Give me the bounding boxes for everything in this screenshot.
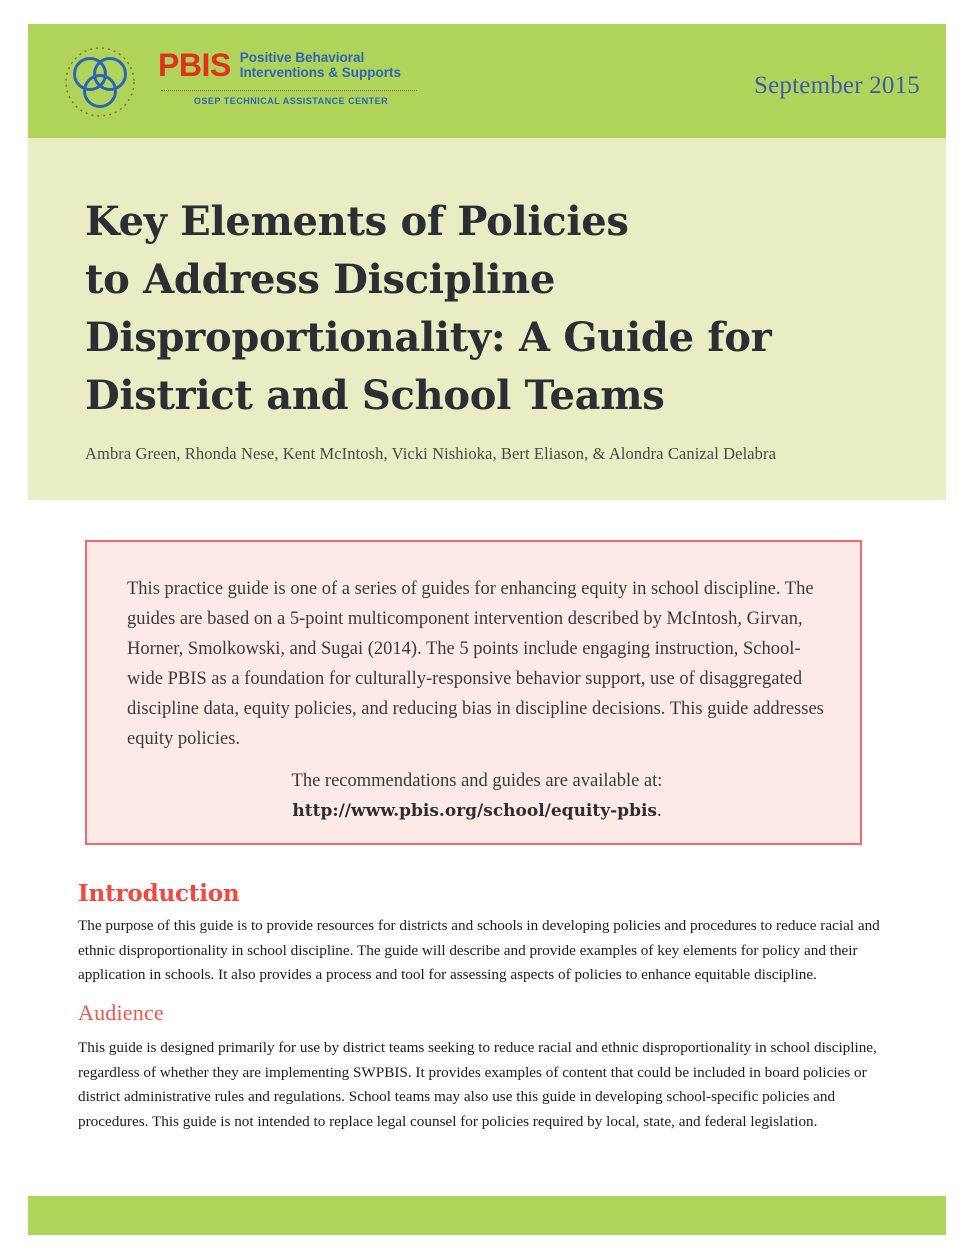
pbis-wordmark [158, 48, 418, 81]
pbis-tagline [240, 48, 401, 80]
title-line-2: to Address Discipline [85, 256, 556, 303]
callout-url-line [127, 796, 827, 826]
pbis-tagline-line2: Interventions & Supports [239, 65, 401, 80]
pbis-equity-url-link[interactable]: http://www.pbis.org/school/equity-pbis [292, 801, 657, 821]
publication-date: September 2015 [754, 72, 920, 99]
author-list: Ambra Green, Rhonda Nese, Kent McIntosh, Vicki Nishioka, Bert Eliason, & Alondra Canizal Delabra [85, 444, 777, 463]
introduction-paragraph: The purpose of this guide is to provide resources for districts and schools in developing policies and procedures to reduce racial and ethnic disproportionality in school discipline. The guide will describe and provide examples of key elements for policy and their application in schools. It also provides a process and tool for assessing aspects of policies to enhance equitable discipline. [78, 917, 880, 983]
title-block [28, 138, 946, 500]
callout-paragraph: This practice guide is one of a series of guides for enhancing equity in school discipline. The guides are based on a 5-point multicomponent intervention described by McIntosh, Girvan, Horner, Smolkowski, and Sugai (2014). The 5 points include engaging instruction, School-wide PBIS as a foundation for culturally-responsive behavior support, use of disaggregated discipline data, equity policies, and reducing bias in discipline decisions. This guide addresses equity policies. [127, 579, 824, 749]
page-footer [28, 1196, 946, 1235]
practice-guide-callout [85, 540, 862, 845]
audience-section [78, 1000, 890, 1134]
pbis-logo [56, 36, 416, 128]
title-line-1: Key Elements of Policies [85, 198, 629, 245]
introduction-section [78, 880, 890, 988]
pbis-acronym: PBIS [158, 47, 231, 83]
logo-divider [161, 90, 417, 91]
callout-url-period: . [656, 801, 662, 821]
title-line-3: Disproportionality: A Guide for [85, 314, 772, 361]
audience-paragraph: This guide is designed primarily for use by district teams seeking to reduce racial and ethnic disproportionality in school discipline, regardless of whether they are implementing SWPBIS. It provides examples of content that could be included in board policies or district administrative rules and regulations. School teams may also use this guide in developing school-specific policies and procedures. This guide is not intended to replace legal counsel for policies required by local, state, and federal legislation. [78, 1039, 877, 1130]
page-title [85, 193, 885, 425]
callout-availability-label: The recommendations and guides are available at: [291, 771, 663, 791]
title-line-4: District and School Teams [85, 372, 665, 419]
osep-center-label: OSEP TECHNICAL ASSISTANCE CENTER [193, 96, 389, 106]
introduction-heading: Introduction [78, 880, 240, 907]
audience-heading: Audience [78, 1000, 164, 1025]
pbis-venn-logo-icon [56, 44, 152, 120]
pbis-tagline-line1: Positive Behavioral [239, 50, 365, 65]
page-header [28, 24, 946, 138]
